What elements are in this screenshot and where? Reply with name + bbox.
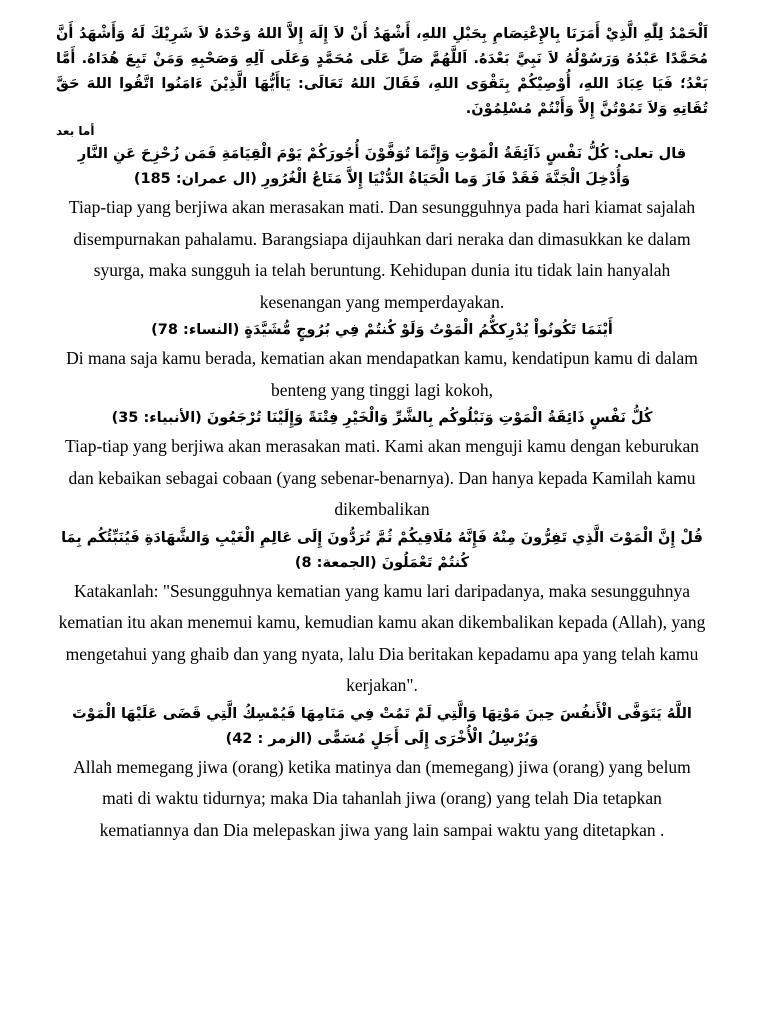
verse-section	[56, 526, 708, 702]
verse-reference: 185	[140, 171, 171, 187]
verse-reference-close: )	[111, 410, 119, 426]
verse-arabic	[56, 318, 708, 343]
verse-text: اللَّهُ يَتَوَفَّى الْأَنفُسَ حِينَ مَوْتِهَا وَالَّتِي لَمْ تَمُتْ فِي مَنَامِهَا فَيُمْسِكُ الَّتِي قَضَى عَلَيْهَا الْمَوْتَ وَيُرْسِلُ الْأُخْرَى إِلَى أَجَلٍ مُسَمًّى (الزمر :	[72, 705, 692, 747]
verse-translation: Katakanlah: "Sesungguhnya kematian yang kamu lari daripadanya, maka sesungguhnya kematian itu akan menemui kamu, kemudian kamu akan dikembalikan kepada (Allah), yang mengetahui yang ghaib dan yang nyata, lalu Dia beritakan kepadamu apa yang telah kamu kerjakan".	[58, 580, 706, 695]
verse-text: أَيْنَمَا تَكُونُواْ يُدْرِككُّمُ الْمَوْتُ وَلَوْ كُنتُمْ فِي بُرُوجٍ مُّشَيَّدَةٍ (النساء:	[183, 322, 613, 338]
verse-section	[56, 142, 708, 318]
verse-translation: Allah memegang jiwa (orang) ketika matinya dan (memegang) jiwa (orang) yang belum mati di waktu tidurnya; maka Dia tahanlah jiwa (orang) yang telah Dia tetapkan kematiannya dan Dia melepaskan jiwa yang lain sampai waktu yang ditetapkan .	[73, 756, 691, 840]
verse-arabic	[56, 406, 708, 431]
opening-arabic: اَلْحَمْدُ لِلّٰهِ الَّذِيْ أَمَرَنَا بِالإِعْتِصَامِ بِحَبْلِ اللهِ، أَشْهَدُ أَنْ لاَ إِلَهَ إِلاَّ اللهُ وَحْدَهُ لاَ شَرِيْكَ لَهُ وَأَشْهَدُ أَنَّ مُحَمَّدًا عَبْدُهُ وَرَسُوْلُهُ لاَ نَبِيَّ بَعْدَهُ. اَللَّهُمَّ صَلِّ عَلَى مُحَمَّدٍ وَعَلَى آلِهِ وَصَحْبِهِ وَمَنْ تَبِعَ هُدَاهُ. أَمَّا بَعْدُ؛ فَيَا عِبَادَ اللهِ، أُوْصِيْكُمْ بِتَقْوَى اللهِ، فَقَالَ اللهُ تَعَالَى: يَاأَيُّهَا الَّذِيْنَ ءَامَنُوا اتَّقُوا اللهَ حَقَّ تُقَاتِهِ وَلاَ تَمُوْتُنَّ إِلاَّ وَأَنْتُمْ مُسْلِمُوْنَ.	[56, 26, 708, 117]
verse-reference-close: )	[225, 730, 233, 747]
verse-text: قال تعلى: كُلُّ نَفْسٍ ذَآئِقَةُ الْمَوْتِ وَإِنَّمَا تُوَفَّوْنَ أُجُورَكُمْ يَوْمَ الْقِيَامَةِ فَمَن زُحْزِحَ عَنِ النَّارِ وَأُدْخِلَ الْجَنَّةَ فَقَدْ فَازَ وَما الْحَيَاةُ الدُّنْيَا إِلاَّ مَتَاعُ الْغُرُورِ (ال عمران:	[77, 146, 687, 187]
verse-reference: 78	[157, 322, 178, 338]
verse-reference-close: )	[151, 322, 158, 338]
verse-arabic	[56, 702, 708, 752]
verse-translation: Tiap-tiap yang berjiwa akan merasakan mati. Kami akan menguji kamu dengan keburukan dan kebaikan sebagai cobaan (yang sebenar-benarnya). Dan hanya kepada Kamilah kamu dikembalikan	[64, 436, 700, 519]
verse-text: قُلْ إِنَّ الْمَوْتَ الَّذِي تَفِرُّونَ مِنْهُ فَإِنَّهُ مُلَاقِيكُمْ ثُمَّ تُرَدُّونَ إِلَى عَالِمِ الْغَيْبِ وَالشَّهَادَةِ فَيُنَبِّئُكُم بِمَا كُنتُمْ تَعْمَلُونَ (الجمعة:	[61, 529, 703, 571]
verse-reference: 8	[301, 554, 312, 571]
verse-arabic	[56, 142, 708, 192]
amma-bad-heading: أما بعد	[56, 124, 95, 138]
verse-reference: 35	[118, 410, 139, 426]
verse-section	[56, 702, 708, 847]
verse-translation: Tiap-tiap yang berjiwa akan merasakan mati. Dan sesungguhnya pada hari kiamat sajalah disempurnakan pahalamu. Barangsiapa dijauhkan dari neraka dan dimasukkan ke dalam syurga, maka sungguh ia telah beruntung. Kehidupan dunia itu tidak lain hanyalah kesenangan yang memperdayakan.	[68, 197, 696, 312]
verse-reference-close: )	[133, 171, 141, 187]
verse-section	[56, 318, 708, 406]
verse-reference: 42	[232, 730, 253, 747]
verse-arabic	[56, 526, 708, 576]
verse-text: كُلُّ نَفْسٍ ذَائِقَةُ الْمَوْتِ وَنَبْلُوكُم بِالشَّرِّ وَالْخَيْرِ فِتْنَةً وَإِلَيْنَا تُرْجَعُونَ (الأنبياء:	[143, 410, 653, 426]
verse-reference-close: )	[294, 554, 302, 571]
verse-translation: Di mana saja kamu berada, kematian akan mendapatkan kamu, kendatipun kamu di dalam benteng yang tinggi lagi kokoh,	[66, 348, 698, 400]
verse-section	[56, 406, 708, 526]
